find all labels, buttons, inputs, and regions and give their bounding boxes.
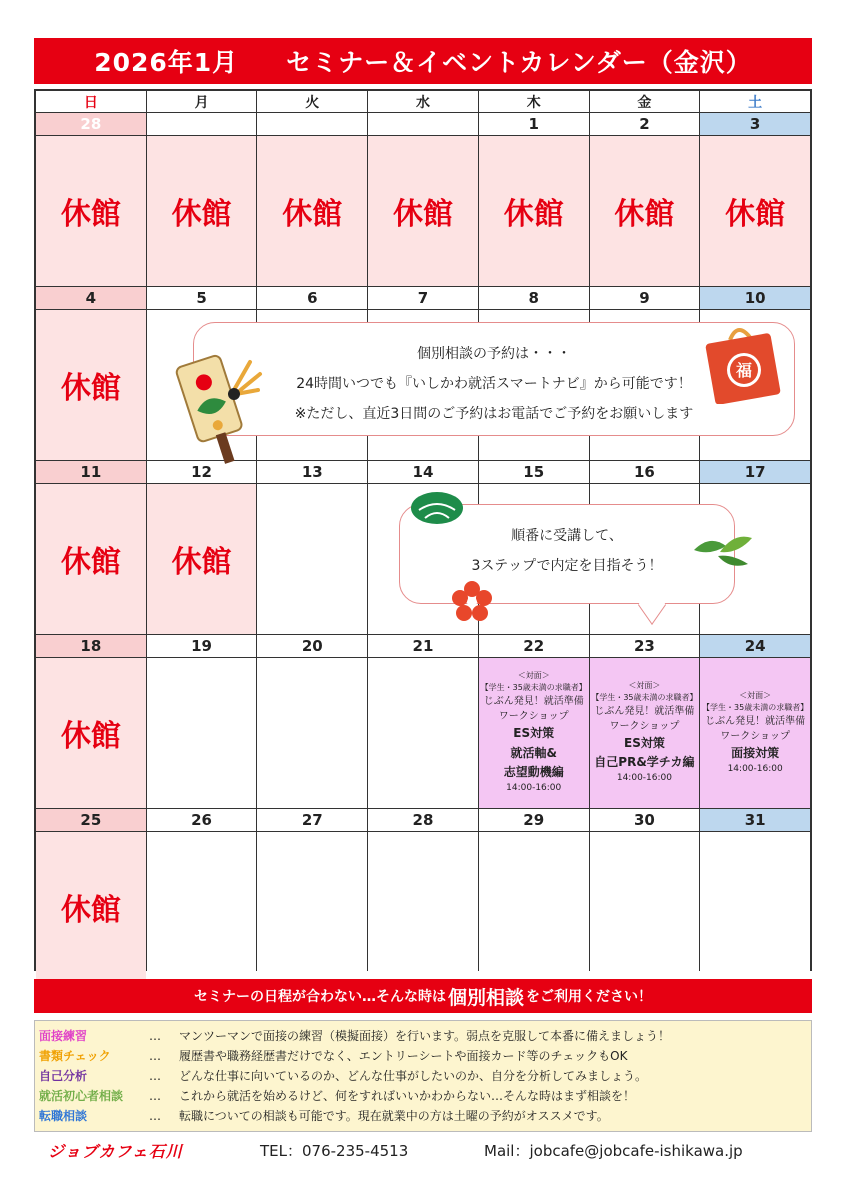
weekday-mon: 月 — [147, 91, 257, 112]
contact-footer — [48, 1138, 808, 1162]
day-cell — [257, 658, 367, 808]
event-line2: ワークショップ — [498, 711, 569, 723]
date-number: 11 — [36, 461, 146, 483]
day-cell — [147, 136, 257, 286]
event-line1: じぶん発見！就活準備 — [594, 706, 695, 718]
date-number: 8 — [479, 287, 589, 309]
date-number: 3 — [700, 113, 810, 135]
date-number: 2 — [590, 113, 700, 135]
day-cell — [479, 832, 589, 982]
dots: … — [149, 1089, 161, 1103]
day-cell — [36, 484, 146, 634]
day-cell — [479, 136, 589, 286]
bubble-line: 個別相談の予約は・・・ — [417, 346, 571, 362]
date-number: 21 — [368, 635, 478, 657]
day-cell — [36, 310, 146, 460]
banner-pre: セミナーの日程が合わない…そんな時は — [193, 989, 446, 1005]
event-time: 14:00-16:00 — [727, 763, 783, 774]
closed-label: 休館 — [725, 197, 786, 232]
date-number: 28 — [36, 113, 146, 135]
weekday-wed: 水 — [368, 91, 478, 112]
closed-label: 休館 — [171, 545, 232, 580]
date-number: 17 — [700, 461, 810, 483]
fukubukuro-icon — [702, 318, 784, 404]
page-title — [34, 38, 812, 84]
service-name: 転職相談 — [39, 1109, 88, 1123]
bamboo-leaf-icon — [690, 530, 760, 572]
service-item — [39, 1086, 807, 1106]
closed-label: 休館 — [60, 719, 121, 754]
day-cell — [36, 832, 146, 982]
date-number: 19 — [147, 635, 257, 657]
day-cell — [257, 484, 367, 634]
date-number: 30 — [590, 809, 700, 831]
title-label: セミナー＆イベントカレンダー（金沢） — [286, 48, 752, 77]
service-name: 面接練習 — [39, 1029, 88, 1043]
service-desc: 履歴書や職務経歴書だけでなく、エントリーシートや面接カード等のチェックもOK — [179, 1049, 628, 1063]
svg-text:福: 福 — [735, 361, 753, 380]
event-time: 14:00-16:00 — [616, 773, 672, 784]
date-number: 23 — [590, 635, 700, 657]
date-number: 27 — [257, 809, 367, 831]
date-number: 15 — [479, 461, 589, 483]
day-cell — [147, 658, 257, 808]
consultation-banner — [34, 979, 812, 1013]
event-title: 自己PR&学チカ編 — [594, 755, 695, 770]
phone-number[interactable]: TEL：076-235-4513 — [260, 1141, 409, 1160]
date-number: 25 — [36, 809, 146, 831]
service-item — [39, 1026, 807, 1046]
event-cell[interactable] — [479, 658, 589, 808]
event-format: ＜対面＞ — [739, 690, 772, 700]
day-cell — [147, 484, 257, 634]
date-number: 14 — [368, 461, 478, 483]
service-desc: マンツーマンで面接の練習（模擬面接）を行います。弱点を克服して本番に備えましょう！ — [179, 1029, 671, 1043]
service-item — [39, 1066, 807, 1086]
event-target: 【学生・35歳未満の求職者】 — [480, 683, 587, 693]
event-title: ES対策 — [513, 726, 555, 741]
bubble-line: ※ただし、直近3日間のご予約はお電話でご予約をお願いします — [294, 406, 694, 422]
date-number: 13 — [257, 461, 367, 483]
day-cell — [147, 832, 257, 982]
date-number: 10 — [700, 287, 810, 309]
day-cell — [700, 136, 810, 286]
date-number: 29 — [479, 809, 589, 831]
service-item — [39, 1046, 807, 1066]
closed-label: 休館 — [60, 545, 121, 580]
day-cell — [368, 658, 478, 808]
closed-label: 休館 — [282, 197, 343, 232]
date-number: 5 — [147, 287, 257, 309]
date-number: 30 — [257, 113, 367, 135]
event-cell[interactable] — [590, 658, 700, 808]
date-number: 29 — [147, 113, 257, 135]
bubble-line: 24時間いつでも『いしかわ就活スマートナビ』から可能です！ — [296, 376, 692, 392]
pine-icon — [405, 488, 465, 532]
date-number: 6 — [257, 287, 367, 309]
banner-post: をご利用ください！ — [526, 989, 652, 1005]
service-name: 自己分析 — [39, 1069, 88, 1083]
service-item — [39, 1106, 807, 1126]
date-number: 22 — [479, 635, 589, 657]
weekday-sat: 土 — [700, 91, 810, 112]
bubble-line: 3ステップで内定を目指そう！ — [471, 558, 663, 574]
dots: … — [149, 1109, 161, 1123]
event-format: ＜対面＞ — [517, 671, 550, 681]
weekday-sun: 日 — [36, 91, 146, 112]
hagoita-icon — [168, 350, 264, 470]
date-number: 4 — [36, 287, 146, 309]
ume-flower-icon — [450, 580, 494, 624]
date-number: 1 — [479, 113, 589, 135]
closed-label: 休館 — [503, 197, 564, 232]
day-cell — [36, 136, 146, 286]
service-desc: これから就活を始めるけど、何をすればいいかわからない…そんな時はまず相談を！ — [179, 1089, 636, 1103]
closed-label: 休館 — [60, 371, 121, 406]
day-cell — [368, 136, 478, 286]
closed-label: 休館 — [60, 197, 121, 232]
date-number: 9 — [590, 287, 700, 309]
event-format: ＜対面＞ — [628, 681, 661, 691]
day-cell — [700, 832, 810, 982]
service-desc: どんな仕事に向いているのか、どんな仕事がしたいのか、自分を分析してみましょう。 — [179, 1069, 648, 1083]
weekday-fri: 金 — [590, 91, 700, 112]
day-cell — [590, 832, 700, 982]
banner-emphasis: 個別相談 — [447, 986, 524, 1009]
day-cell — [257, 136, 367, 286]
dots: … — [149, 1029, 161, 1043]
event-title: 就活軸& — [510, 745, 557, 760]
date-number: 12 — [147, 461, 257, 483]
dots: … — [149, 1069, 161, 1083]
day-cell — [257, 832, 367, 982]
dots: … — [149, 1049, 161, 1063]
closed-label: 休館 — [60, 893, 121, 928]
service-name: 書類チェック — [39, 1049, 111, 1063]
event-title: 志望動機編 — [503, 764, 564, 779]
day-cell — [368, 832, 478, 982]
event-line2: ワークショップ — [609, 721, 680, 733]
event-line1: じぶん発見！就活準備 — [705, 715, 806, 727]
closed-label: 休館 — [171, 197, 232, 232]
date-number: 24 — [700, 635, 810, 657]
event-title: 面接対策 — [731, 745, 780, 760]
jobcafe-logo: ジョブカフェ石川 — [48, 1141, 183, 1161]
title-month: 2026年1月 — [94, 48, 239, 77]
event-line1: じぶん発見！就活準備 — [483, 696, 584, 708]
service-list — [34, 1020, 812, 1132]
service-name: 就活初心者相談 — [39, 1089, 124, 1103]
event-time: 14:00-16:00 — [506, 783, 562, 794]
weekday-tue: 火 — [257, 91, 367, 112]
date-number: 28 — [368, 809, 478, 831]
day-cell — [36, 658, 146, 808]
date-number: 31 — [368, 113, 478, 135]
date-number: 7 — [368, 287, 478, 309]
event-target: 【学生・35歳未満の求職者】 — [591, 693, 698, 703]
closed-label: 休館 — [392, 197, 453, 232]
date-number: 26 — [147, 809, 257, 831]
closed-label: 休館 — [614, 197, 675, 232]
event-cell[interactable] — [700, 658, 810, 808]
weekday-thu: 木 — [479, 91, 589, 112]
date-number: 16 — [590, 461, 700, 483]
day-cell — [590, 136, 700, 286]
date-number: 18 — [36, 635, 146, 657]
event-title: ES対策 — [624, 736, 665, 751]
date-number: 20 — [257, 635, 367, 657]
event-line2: ワークショップ — [720, 730, 791, 742]
date-number: 31 — [700, 809, 810, 831]
email-address[interactable]: Mail：jobcafe@jobcafe-ishikawa.jp — [484, 1141, 743, 1160]
service-desc: 転職についての相談も可能です。現在就業中の方は土曜の予約がオススメです。 — [179, 1109, 609, 1123]
event-target: 【学生・35歳未満の求職者】 — [702, 702, 809, 712]
bubble-line: 順番に受講して、 — [511, 528, 623, 544]
